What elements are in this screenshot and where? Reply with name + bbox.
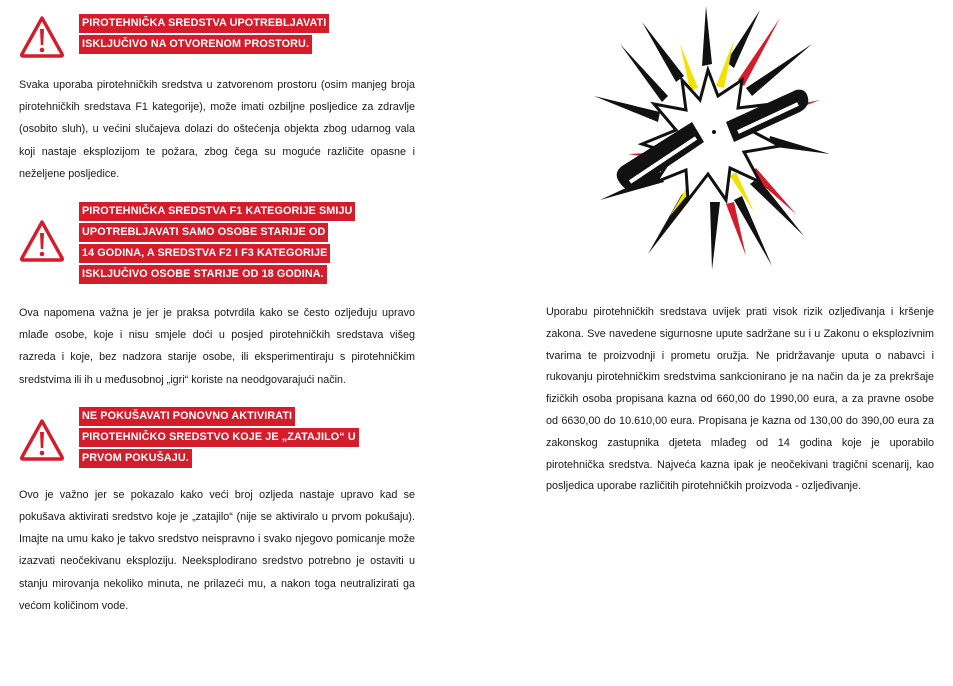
warning-title-line: ISKLJUČIVO OSOBE STARIJE OD 18 GODINA. [79,265,327,284]
warning-triangle-icon [19,417,65,463]
explosion-illustration [584,4,834,272]
warning-3-title [79,407,359,470]
warning-3 [19,407,415,470]
warning-2 [19,202,415,286]
warning-title-line: PIROTEHNIČKA SREDSTVA UPOTREBLJAVATI [79,14,329,33]
warning-1 [19,14,415,60]
warning-triangle-icon [19,14,65,60]
warning-title-line: PRVOM POKUŠAJU. [79,449,192,468]
warning-title-line: 14 GODINA, A SREDSTVA F2 I F3 KATEGORIJE [79,244,330,263]
warning-title-line: PIROTEHNIČKA SREDSTVA F1 KATEGORIJE SMIJU [79,202,355,221]
left-column [19,14,415,617]
warning-1-paragraph: Svaka uporaba pirotehničkih sredstva u zatvorenom prostoru (osim manjeg broja pirotehničkih sredstava F1 kategorije), može imati ozbiljne posljedice za zdravlje (osobito sluh), u većini slučajeva dolazi do oštećenja objekta zbog udarnog vala koji nastaje eksplozijom te požara, zbog čega su moguće različite opasne i neželjene posljedice. [19,79,415,180]
warning-2-paragraph: Ova napomena važna je jer je praksa potvrdila kako se često ozljeđuju upravo mlađe osobe, koje i nisu smjele doći u posjed pirotehničkih sredstava višeg razreda i koje, bez nadzora starije osobe, ili eksperimentiraju s pirotehničkim sredstvima ili ih u međusobnoj „igri“ koriste na neodgovarajući način. [19,307,415,386]
warning-triangle-icon [19,218,65,264]
warning-title-line: PIROTEHNIČKO SREDSTVO KOJE JE „ZATAJILO“ U [79,428,359,447]
right-column [546,302,934,498]
right-paragraph: Uporabu pirotehničkih sredstava uvijek prati visok rizik ozljeđivanja i kršenje zakona. Sve navedene sigurnosne upute sadržane su i u Zakonu o eksplozivnim tvarima te proizvodnji i prometu oružja. Ne pridržavanje uputa o nabavci i rukovanju pirotehničkim sredstvima sankcionirano je na način da je za prekršaje fizičkih osoba propisana kazna od 660,00 do 1990,00 eura, a za pravne osobe od 6630,00 do 10.610,00 eura. Propisana je kazna od 130,00 do 390,00 eura za zakonskog zastupnika djeteta mlađeg od 14 godina koje je uporabilo pirotehnička sredstva. Najveća kazna ipak je neočekivani tragični scenarij, kao posljedica uporabe različitih pirotehničkih proizvoda - ozljeđivanje. [546,306,934,493]
warning-title-line: UPOTREBLJAVATI SAMO OSOBE STARIJE OD [79,223,328,242]
warning-2-title [79,202,355,286]
warning-title-line: NE POKUŠAVATI PONOVNO AKTIVIRATI [79,407,295,426]
warning-1-title [79,14,329,56]
warning-title-line: ISKLJUČIVO NA OTVORENOM PROSTORU. [79,35,312,54]
warning-3-paragraph: Ovo je važno jer se pokazalo kako veći broj ozljeda nastaje upravo kad se pokušava aktivirati sredstvo koje je „zatajilo“ (nije se aktiviralo u prvom pokušaju). Imajte na umu kako je takvo sredstvo neispravno i svako njegovo pomicanje može izazvati neočekivanu eksploziju. Neeksplodirano sredstvo potrebno je ostaviti u stanju mirovanja nekoliko minuta, ne prilazeći mu, a nakon toga neutralizirati ga većom količinom vode. [19,488,415,612]
